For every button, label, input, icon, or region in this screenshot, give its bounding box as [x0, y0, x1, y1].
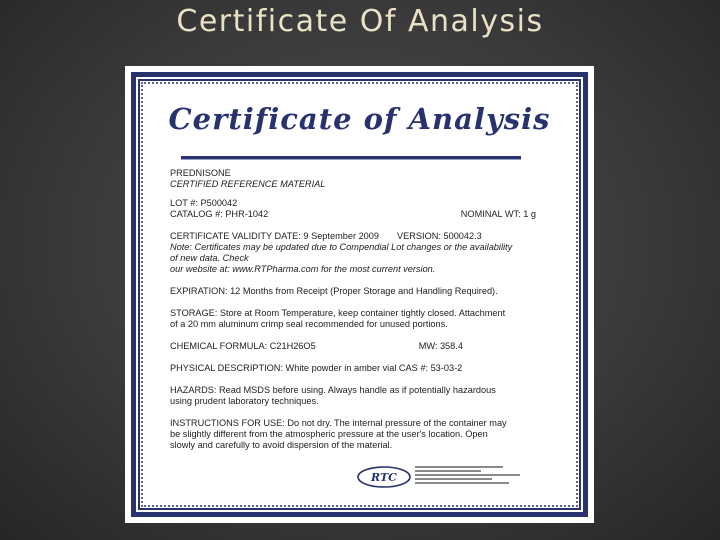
version: VERSION: 500042.3 [397, 231, 482, 241]
storage-line: of a 20 mm aluminum crimp seal recommended for unused portions. [170, 319, 448, 329]
nominal-weight: NOMINAL WT: 1 g [460, 209, 536, 219]
instructions-line: slowly and carefully to avoid dispersion of the material. [170, 440, 393, 450]
note-line: Note: Certificates may be updated due to Compendial Lot changes or the availability [170, 242, 513, 252]
rtc-logo [357, 466, 411, 488]
certificate-heading: Certificate of Analysis [168, 102, 551, 136]
expiration: EXPIRATION: 12 Months from Receipt (Proper Storage and Handling Required). [170, 286, 498, 296]
instructions-line: INSTRUCTIONS FOR USE: Do not dry. The internal pressure of the container may [170, 418, 507, 428]
note-line: of new data. Check [170, 253, 249, 263]
physical-description: PHYSICAL DESCRIPTION: White powder in amber vial CAS #: 53-03-2 [170, 363, 463, 373]
hazards-line: HAZARDS: Read MSDS before using. Always handle as if potentially hazardous [170, 385, 496, 395]
rtc-logo-text: RTC [371, 471, 397, 484]
validity-date: CERTIFICATE VALIDITY DATE: 9 September 2009 [170, 231, 380, 241]
storage-line: STORAGE: Store at Room Temperature, keep container tightly closed. Attachment [170, 308, 506, 318]
product-type: CERTIFIED REFERENCE MATERIAL [170, 179, 326, 189]
hazards-line: using prudent laboratory techniques. [170, 396, 319, 406]
certificate-image [125, 66, 594, 523]
note-line: our website at: www.RTPharma.com for the most current version. [170, 264, 436, 274]
rtc-logo-block [357, 464, 537, 490]
molecular-weight: MW: 358.4 [418, 341, 463, 351]
instructions-line: be slightly different from the atmospheric pressure at the user's location. Open [170, 429, 488, 439]
heading-divider [181, 156, 521, 160]
product-name: PREDNISONE [170, 168, 231, 178]
slide-title: Certificate Of Analysis [176, 4, 544, 39]
rtc-address-fineprint [415, 466, 525, 486]
chemical-formula: CHEMICAL FORMULA: C21H26O5 [170, 341, 316, 351]
lot-number: LOT #: P500042 [170, 198, 238, 208]
certificate-content [170, 168, 546, 451]
catalog-number: CATALOG #: PHR-1042 [170, 209, 269, 219]
